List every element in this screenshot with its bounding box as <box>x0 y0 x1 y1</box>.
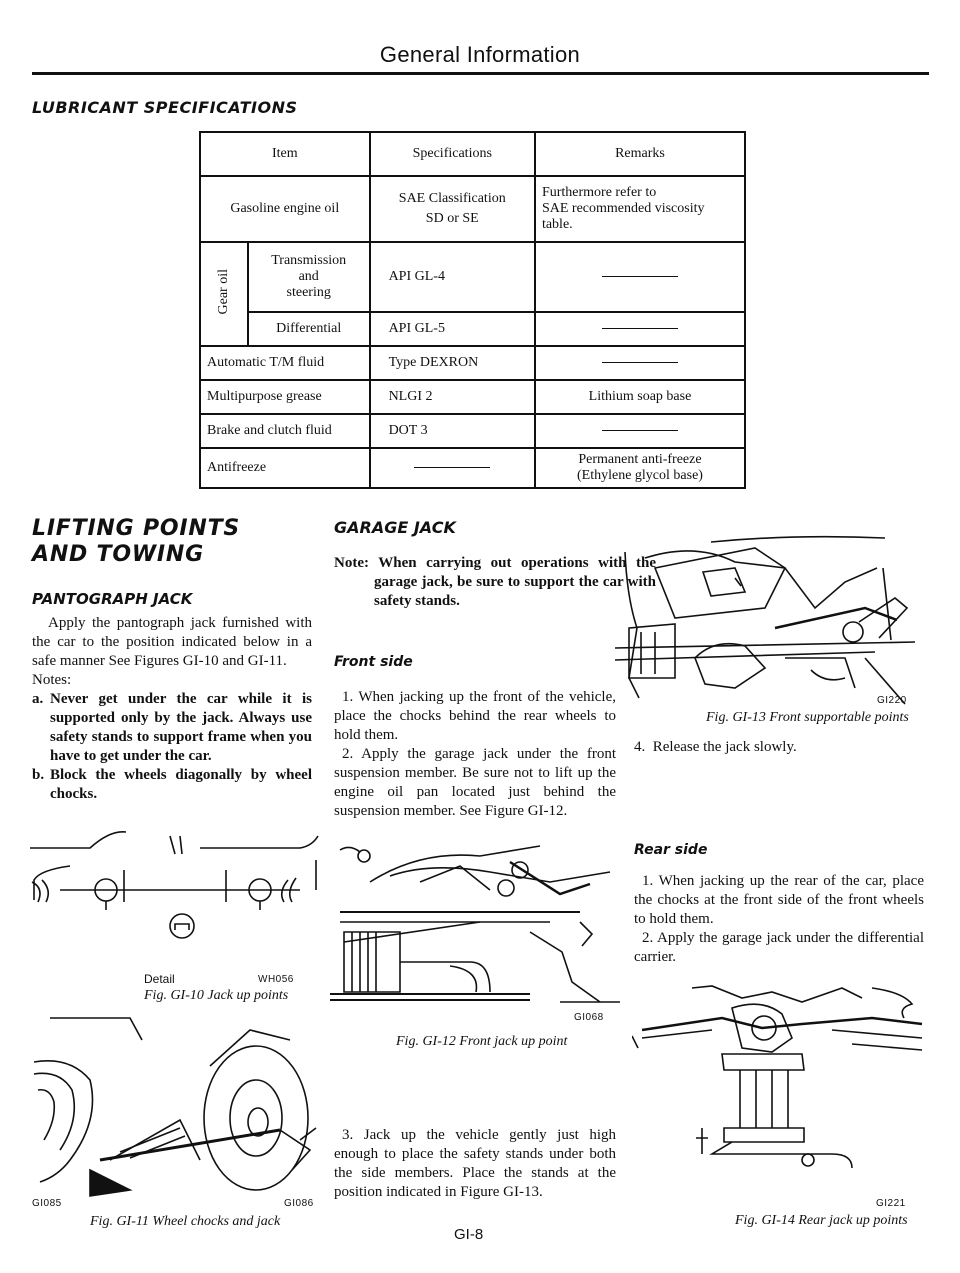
item-cell: Automatic T/M fluid <box>200 346 370 380</box>
remark-line: (Ethylene glycol base) <box>577 468 703 483</box>
lubricant-heading: LUBRICANT SPECIFICATIONS <box>32 98 298 117</box>
fig14-caption: Fig. GI-14 Rear jack up points <box>735 1213 908 1228</box>
step-number: 2. <box>642 930 654 946</box>
fig10-code: WH056 <box>258 974 294 985</box>
note-b-text: Block the wheels diagonally by wheel chocks. <box>50 767 312 802</box>
remark-line: SAE recommended viscosity <box>541 201 705 216</box>
fig-gi-13-illustration <box>615 528 915 706</box>
front-support-points-icon <box>615 528 915 706</box>
table-row <box>200 380 745 414</box>
front-step-3 <box>334 1126 616 1202</box>
item-cell: Gasoline engine oil <box>200 176 370 242</box>
remark-line: Furthermore refer to <box>541 185 657 200</box>
rear-jack-points-icon <box>632 978 928 1174</box>
item-line: and <box>298 269 319 284</box>
spec-line: SAE Classification <box>398 191 506 206</box>
table-header-row <box>200 132 745 176</box>
table-row <box>200 346 745 380</box>
item-cell: Differential <box>248 312 370 346</box>
fig10-caption: Fig. GI-10 Jack up points <box>144 988 289 1003</box>
empty-dash <box>602 276 678 277</box>
fig13-caption: Fig. GI-13 Front supportable points <box>706 710 909 725</box>
page-number: GI-8 <box>454 1226 484 1243</box>
rear-step-1 <box>634 872 924 929</box>
front-suspension-jack-icon <box>330 842 620 1010</box>
item-line: steering <box>286 285 331 300</box>
lifting-heading-line: AND TOWING <box>32 542 204 567</box>
empty-dash <box>602 362 678 363</box>
step-number: 1. <box>342 689 354 705</box>
spec-cell <box>370 448 535 488</box>
col-header-item: Item <box>200 132 370 176</box>
remark-line: Permanent anti-freeze <box>578 452 702 467</box>
step-text: Jack up the vehicle gently just high enough to place the safety stands under both the side members. Place the stands at the position indicated in Figure GI-13. <box>334 1127 617 1200</box>
item-cell: Antifreeze <box>200 448 370 488</box>
step-text: When jacking up the front of the vehicle, place the chocks behind the rear wheels to hold them. <box>334 689 617 743</box>
pantograph-text: Apply the pantograph jack furnished with the car to the position indicated below in a safe manner See Figures GI-10 and GI-11. <box>32 615 312 669</box>
gear-oil-cell <box>200 242 248 346</box>
item-cell <box>248 242 370 312</box>
remark-cell <box>535 414 745 448</box>
front-side-heading: Front side <box>334 654 413 670</box>
note-a-label: a. <box>32 691 44 707</box>
gear-oil-label: Gear oil <box>215 268 231 315</box>
remark-cell <box>535 242 745 312</box>
step-text: Apply the garage jack under the front suspension member. Be sure not to lift up the engine oil pan located just behind the suspension member. See Figure GI-12. <box>334 746 616 819</box>
fig11-caption: Fig. GI-11 Wheel chocks and jack <box>90 1214 281 1229</box>
note-b <box>32 766 312 804</box>
step-number: 4. <box>634 739 646 755</box>
fig-gi-10-illustration <box>30 830 320 970</box>
rear-step-2 <box>634 929 924 967</box>
item-cell: Brake and clutch fluid <box>200 414 370 448</box>
step-number: 2. <box>342 746 354 762</box>
notes-label: Notes: <box>32 672 72 688</box>
remark-cell <box>535 346 745 380</box>
fig-gi-14-illustration <box>632 978 928 1174</box>
lubricant-spec-table <box>199 131 746 483</box>
remark-cell: Lithium soap base <box>535 380 745 414</box>
wheel-chocks-jack-icon <box>30 1010 320 1200</box>
step-number: 3. <box>342 1127 354 1143</box>
spec-cell: Type DEXRON <box>370 346 535 380</box>
step-number: 1. <box>642 873 654 889</box>
note-b-label: b. <box>32 767 45 783</box>
spec-cell: API GL-4 <box>370 242 535 312</box>
fig10-detail-label: Detail <box>144 972 175 986</box>
fig11-code-right: GI086 <box>284 1198 314 1209</box>
lifting-heading <box>32 516 282 568</box>
fig11-code-left: GI085 <box>32 1198 62 1209</box>
step-text: When jacking up the rear of the car, place the chocks at the front side of the front wheels to hold them. <box>634 873 924 927</box>
fig14-code: GI221 <box>876 1198 906 1209</box>
rear-side-heading: Rear side <box>634 842 708 858</box>
pantograph-body <box>32 614 312 804</box>
spec-cell <box>370 176 535 242</box>
spec-line: SD or SE <box>425 211 479 226</box>
spec-cell: API GL-5 <box>370 312 535 346</box>
pantograph-heading: PANTOGRAPH JACK <box>32 590 193 608</box>
table-row <box>200 448 745 488</box>
remark-cell <box>535 448 745 488</box>
fig-gi-11-illustration <box>30 1010 320 1200</box>
empty-dash <box>602 430 678 431</box>
table-row <box>200 414 745 448</box>
fig13-code: GI220 <box>877 695 907 706</box>
spec-cell: NLGI 2 <box>370 380 535 414</box>
header-rule <box>32 72 929 75</box>
front-steps <box>334 688 616 821</box>
step-text: Apply the garage jack under the differential carrier. <box>634 930 924 965</box>
front-step-2 <box>334 745 616 821</box>
remark-line: table. <box>541 217 573 232</box>
col-header-remarks: Remarks <box>535 132 745 176</box>
remark-cell <box>535 312 745 346</box>
lifting-heading-line: LIFTING POINTS <box>32 516 241 541</box>
note-a <box>32 690 312 766</box>
car-side-outline-icon <box>30 830 320 970</box>
note-a-text: Never get under the car while it is supported only by the jack. Always use safety stands to support frame when you have to get under the car. <box>50 691 312 764</box>
garage-note: Note: When carrying out operations with the garage jack, be sure to support the car with safety stands. <box>334 555 656 609</box>
page-header-title: General Information <box>379 42 581 67</box>
rear-steps <box>634 872 924 967</box>
table-row <box>200 242 745 312</box>
empty-dash <box>602 328 678 329</box>
fig12-caption: Fig. GI-12 Front jack up point <box>396 1034 568 1049</box>
remark-cell <box>535 176 745 242</box>
front-step-1 <box>334 688 616 745</box>
front-step-4 <box>634 738 924 757</box>
garage-jack-heading: GARAGE JACK <box>334 518 456 537</box>
fig12-code: GI068 <box>574 1012 604 1023</box>
fig-gi-12-illustration <box>330 842 620 1010</box>
item-cell: Multipurpose grease <box>200 380 370 414</box>
table-row <box>200 312 745 346</box>
col-header-specifications: Specifications <box>370 132 535 176</box>
item-line: Transmission <box>271 253 347 268</box>
spec-cell: DOT 3 <box>370 414 535 448</box>
table-row <box>200 176 745 242</box>
empty-dash <box>414 467 490 468</box>
step-text: Release the jack slowly. <box>652 739 797 755</box>
